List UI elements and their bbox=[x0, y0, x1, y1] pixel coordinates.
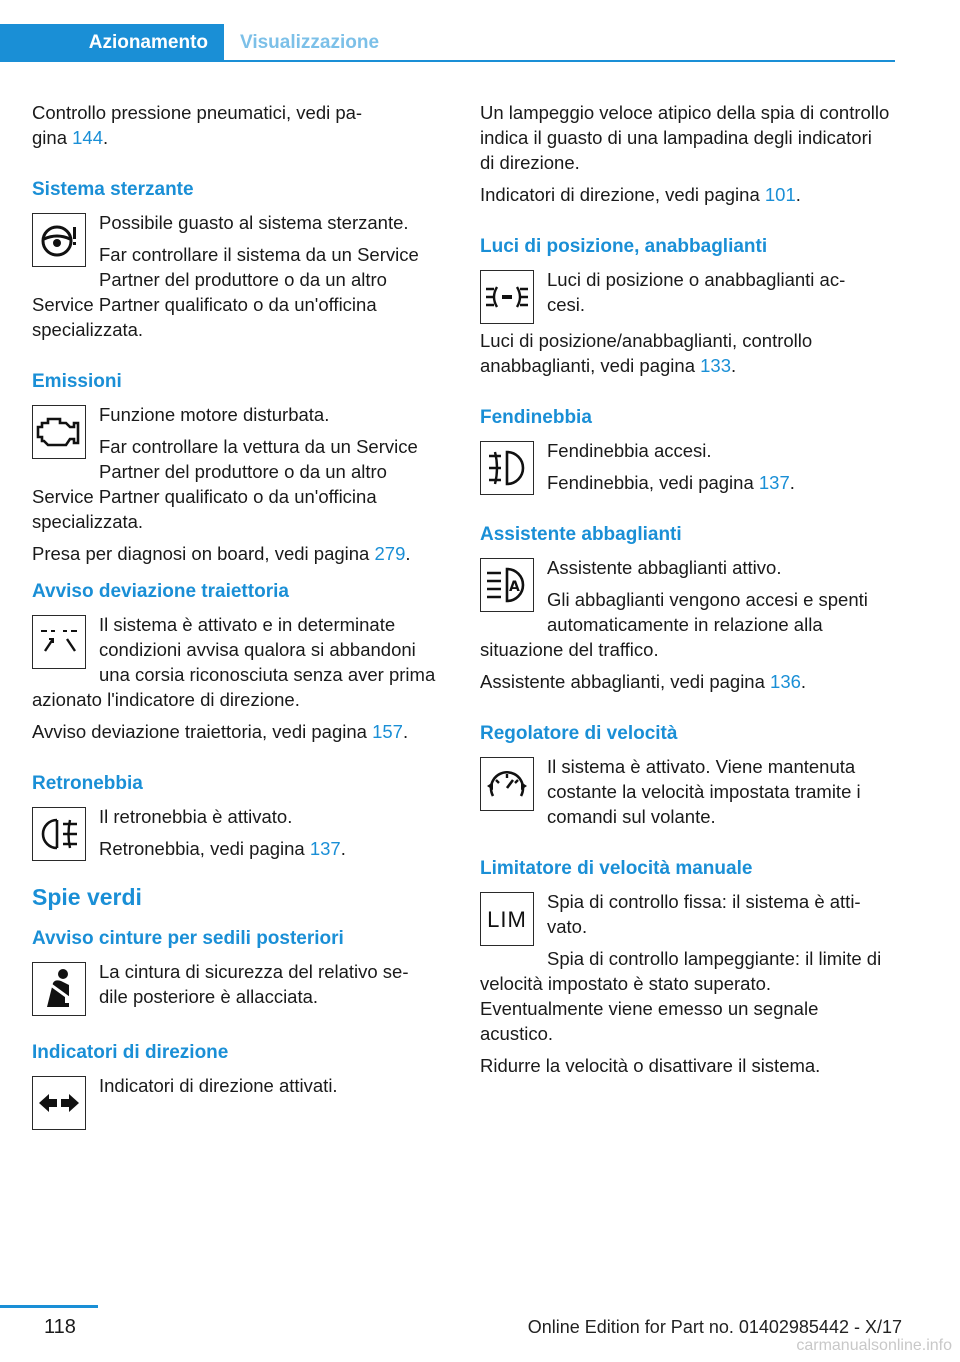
steering-warning-icon bbox=[32, 213, 86, 267]
section-title: Retronebbia bbox=[32, 773, 143, 794]
tab-visualizzazione[interactable]: Visualizzazione bbox=[240, 32, 380, 53]
edition-label: Online Edition for Part no. 01402985442 - X/17 bbox=[527, 1317, 902, 1337]
section-title: Fendinebbia bbox=[480, 407, 592, 428]
page-link[interactable]: 137 bbox=[758, 472, 790, 493]
speed-limiter-icon: LIM bbox=[480, 892, 534, 946]
left-column: Controllo pressione pneumatici, vedi pa- gina 144. Sistema sterzante Possibile guasto al sistema sterzante. Far controllare il sistema da un Service Partner del produttore o da un altro Service Partner qualificato o da un'officina specializzata. Emissioni Funzione motore disturbata. Far controllare la vettura da un Service Partner del produttore o da un altro Service Partner qualificato o da un'officina specializzata. Presa per diagnosi on board, vedi pagina 279. Avviso deviazione traiettoria Il sistema è attivato e in determinate condizioni avvisa qualora si abbandoni una corsia riconosciuta senza aver prima azionato l'indicatore di direzione. Avviso deviazione traiettoria, vedi pagina 157. Retronebbia Il retronebbia è attivato. Retronebbia, vedi pagina 137. Spie verdi Avviso cinture per sedili posteriori La cintura di sicurezza del relativo se- dile posteriore è allacciata. Indicatori di direzione Indicatori di direzione attivati. bbox=[32, 100, 442, 1134]
svg-text:A: A bbox=[509, 579, 520, 595]
position-lights-icon bbox=[480, 270, 534, 324]
right-column: Un lampeggio veloce atipico della spia di controllo indica il guasto di una lampadina degli indicatori di direzione. Indicatori di direzione, vedi pagina 101. Luci di posizione, anabbaglianti Luci di posizione o anabbaglianti ac- cesi. Luci di posizione/anabbaglianti, controllo anabbaglianti, vedi pagina 133. Fendinebbia Fendinebbia accesi. Fendinebbia, vedi pagina 137. Assistente abbaglianti A Assistente abbaglianti attivo. Gli abbaglianti vengono accesi e spenti automaticamente in relazione alla situazione del traffico. Assistente abbaglianti, vedi pagina 136. Regolatore di velocità Il sistema è attivato. Viene mantenuta costante la velocità impostata tramite i comandi sul volante. Limitatore di velocità manuale LIM Spia di controllo fissa: il sistema è atti- vato. Spia di controllo lampeggiante: il limite di velocità impostato è stato superato. Eventualmente viene emesso un segnale acustico. Ridurre la velocità o disattivare il sistema. bbox=[480, 102, 890, 1076]
turn-signal-icon bbox=[32, 1076, 86, 1130]
section-title: Indicatori di direzione bbox=[32, 1042, 229, 1063]
watermark: carmanualsonline.info bbox=[796, 1337, 952, 1354]
page-link[interactable]: 133 bbox=[700, 355, 731, 376]
section-title: Emissioni bbox=[32, 371, 122, 392]
page-number: 118 bbox=[44, 1316, 76, 1338]
green-lights-heading: Spie verdi bbox=[32, 884, 142, 910]
high-beam-assist-icon bbox=[480, 558, 534, 612]
section-title: Avviso cinture per sedili posteriori bbox=[32, 928, 344, 949]
page-link[interactable]: 136 bbox=[770, 671, 801, 692]
header-rule bbox=[0, 60, 895, 62]
section-title: Luci di posizione, anabbaglianti bbox=[480, 236, 768, 257]
section-title: Avviso deviazione traiettoria bbox=[32, 581, 289, 602]
rear-fog-icon bbox=[32, 807, 86, 861]
tab-azionamento[interactable]: Azionamento bbox=[0, 24, 224, 62]
seatbelt-icon bbox=[32, 962, 86, 1016]
page-link[interactable]: 137 bbox=[309, 838, 341, 859]
front-fog-icon bbox=[480, 441, 534, 495]
page-link[interactable]: 157 bbox=[372, 721, 403, 742]
tire-pressure-note: Controllo pressione pneumatici, vedi pa- gina 144. bbox=[32, 102, 363, 148]
section-title: Assistente abbaglianti bbox=[480, 524, 682, 545]
cruise-control-icon bbox=[480, 757, 534, 811]
engine-icon bbox=[32, 405, 86, 459]
section-title: Sistema sterzante bbox=[32, 179, 194, 200]
footer-rule bbox=[0, 1305, 98, 1308]
lane-departure-icon bbox=[32, 615, 86, 669]
page-link[interactable]: 279 bbox=[374, 543, 406, 564]
page-link[interactable]: 144 bbox=[72, 127, 103, 148]
section-title: Limitatore di velocità manuale bbox=[480, 858, 753, 879]
section-title: Regolatore di velocità bbox=[480, 723, 678, 744]
page-link[interactable]: 101 bbox=[764, 184, 796, 205]
header-bar bbox=[0, 24, 895, 62]
